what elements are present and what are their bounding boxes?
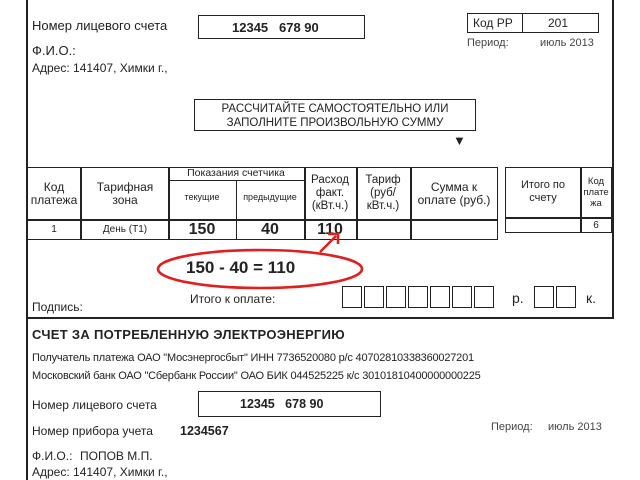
- consumption-formula: 150 - 40 = 110: [186, 258, 296, 277]
- header-code: Код платежа: [30, 180, 78, 207]
- header-consumption: Расход факт. (кВт.ч.): [311, 173, 349, 212]
- kop-digit-2[interactable]: [556, 286, 576, 308]
- col-sep-3: [236, 180, 237, 240]
- rub-label: р.: [512, 290, 524, 306]
- bill-period-label: Период:: [491, 421, 533, 433]
- period-label: Период:: [467, 37, 509, 49]
- bill-bank: Московский банк ОАО "Сбербанк России" ОАО БИК 044525225 к/с 30101810400000000225: [32, 370, 481, 382]
- rub-digit-3[interactable]: [386, 286, 406, 308]
- total-due-label: Итого к оплате:: [190, 292, 276, 306]
- bill-title: СЧЕТ ЗА ПОТРЕБЛЕННУЮ ЭЛЕКТРОЭНЕРГИЮ: [32, 327, 345, 342]
- header-sum: Сумма к оплате (руб.): [417, 180, 491, 207]
- address-label: Адрес: 141407, Химки г.,: [32, 61, 168, 75]
- header-zone: Тарифная зона: [96, 180, 154, 207]
- row-consumption: 110: [317, 220, 343, 238]
- row-zone: День (Т1): [102, 224, 148, 235]
- meter-number: 1234567: [180, 424, 229, 438]
- notice-line-2: ЗАПОЛНИТЕ ПРОИЗВОЛЬНУЮ СУММУ: [226, 117, 444, 129]
- self-calc-notice: [194, 99, 476, 131]
- bill-fio-value: ПОПОВ М.П.: [80, 449, 153, 463]
- fio-label: Ф.И.О.:: [32, 43, 76, 58]
- account-label: Номер лицевого счета: [32, 18, 168, 33]
- header-total: Итого по счету: [521, 179, 565, 204]
- arrow-down-icon: ▼: [453, 133, 466, 148]
- kop-digit-1[interactable]: [534, 286, 554, 308]
- rub-digit-4[interactable]: [408, 286, 428, 308]
- row-current-reading: 150: [188, 220, 216, 238]
- row-code: 1: [51, 224, 57, 235]
- header-previous: предыдущие: [243, 191, 297, 202]
- code-rr-label: Код РР: [473, 16, 513, 30]
- rub-digit-6[interactable]: [452, 286, 472, 308]
- rub-digit-7[interactable]: [474, 286, 494, 308]
- page-right-border: [612, 0, 614, 318]
- bill-period-value: июль 2013: [548, 421, 602, 433]
- bill-fio-label: Ф.И.О.:: [32, 449, 73, 463]
- header-current: текущие: [184, 191, 220, 202]
- rub-digit-1[interactable]: [342, 286, 362, 308]
- header-code2: Код плате жа: [583, 175, 609, 209]
- bill-address-label: Адрес: 141407, Химки г.,: [32, 465, 168, 479]
- bill-account-label: Номер лицевого счета: [32, 398, 157, 412]
- signature-label: Подпись:: [32, 300, 83, 314]
- code-rr-value: 201: [548, 16, 569, 30]
- page-left-border: [26, 0, 28, 480]
- header-tariff: Тариф (руб/ кВт.ч.): [365, 173, 401, 212]
- code-rr-divider: [522, 13, 523, 33]
- meter-label: Номер прибора учета: [32, 424, 153, 438]
- account-number: 12345 678 90: [232, 20, 319, 35]
- col-sep-1: [80, 167, 82, 240]
- row-code2: 6: [593, 219, 599, 231]
- period-value: июль 2013: [540, 37, 594, 49]
- notice-line-1: РАССЧИТАЙТЕ САМОСТОЯТЕЛЬНО ИЛИ: [221, 103, 449, 115]
- bill-recipient: Получатель платежа ОАО "Мосэнергосбыт" ИНН 7736520080 р/с 40702810338360027201: [32, 352, 474, 364]
- header-readings: Показания счетчика: [187, 167, 285, 179]
- row-previous-reading: 40: [261, 220, 279, 238]
- kop-label: к.: [586, 290, 597, 306]
- stub-separator: [26, 317, 614, 319]
- bill-account-number: 12345 678 90: [240, 397, 324, 411]
- rub-digit-2[interactable]: [364, 286, 384, 308]
- rub-digit-5[interactable]: [430, 286, 450, 308]
- col-sep-6: [410, 167, 412, 240]
